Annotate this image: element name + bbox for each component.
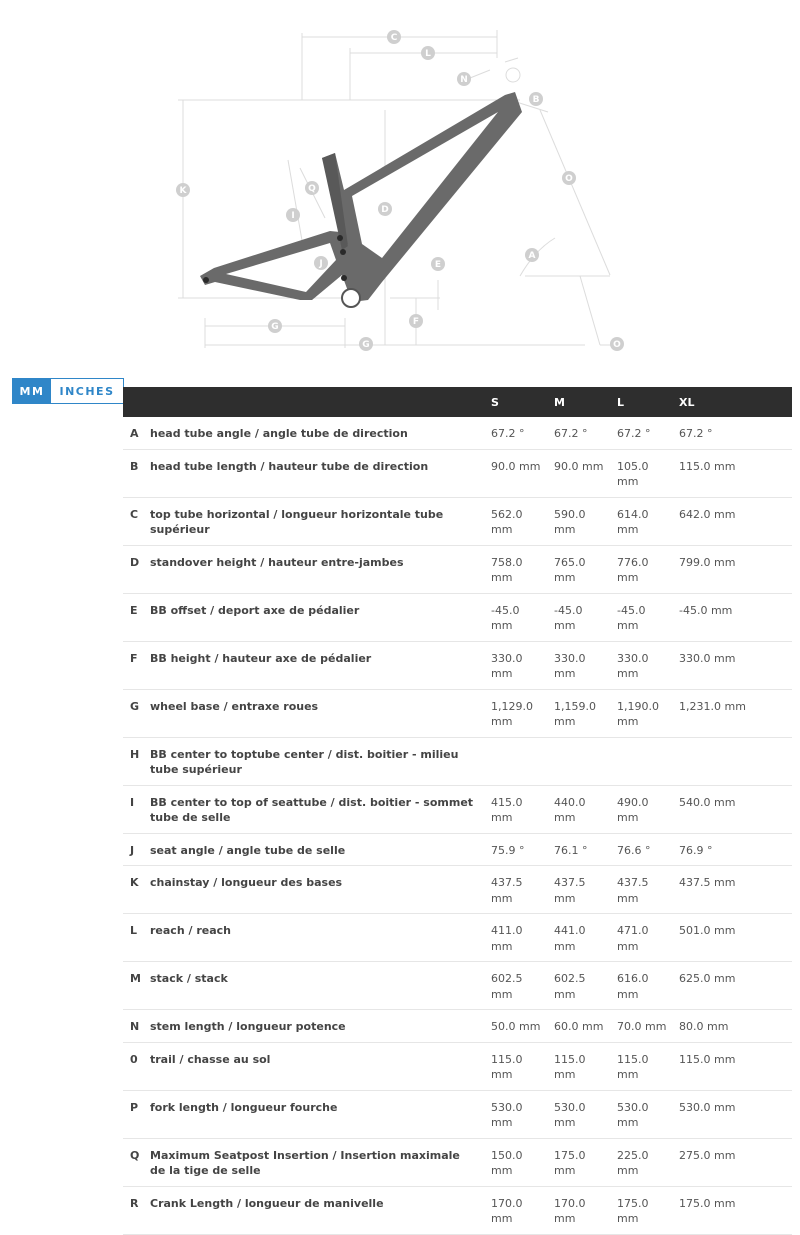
row-label-text: reach / reach [150,924,231,937]
table-row [123,866,792,914]
row-key [123,593,150,641]
table-row [123,593,792,641]
row-key [123,689,150,737]
callout-b [529,92,543,106]
value-size-l [613,1138,675,1186]
value-size-s [487,866,550,914]
value-size-l-text: 70.0 mm [617,1020,667,1033]
table-row [123,962,792,1010]
table-row [123,1090,792,1138]
value-size-l [613,866,675,914]
row-key [123,914,150,962]
value-size-l [613,497,675,545]
value-size-s [487,641,550,689]
value-size-xl [675,866,792,914]
value-size-m-text: 530.0 mm [554,1100,586,1129]
row-key [123,449,150,497]
value-size-xl-text [679,738,786,754]
value-size-xl [675,962,792,1010]
row-label [150,641,487,689]
value-size-m-text: 441.0 mm [554,924,586,953]
value-size-m [550,689,613,737]
callout-q-label: Q [308,184,316,194]
row-label [150,1042,487,1090]
value-size-l-text [617,738,669,754]
value-size-xl [675,641,792,689]
value-size-s [487,833,550,866]
value-size-s [487,593,550,641]
row-key [123,962,150,1010]
value-size-xl-text: -45.0 mm [679,603,733,617]
callout-p-label: O [565,174,573,184]
value-size-m [550,1186,613,1234]
value-size-l-text: 776.0 mm [617,555,649,584]
value-size-xl [675,1138,792,1186]
header-size-m: M [550,387,613,417]
value-size-s-text: 67.2 ° [491,427,525,440]
value-size-s-text: 75.9 ° [491,843,525,857]
value-size-l [613,737,675,785]
row-key [123,1138,150,1186]
row-key-text: I [130,795,135,809]
value-size-l [613,833,675,866]
table-row [123,1042,792,1090]
value-size-s-text: 1,129.0 mm [491,699,533,728]
row-key-text: K [130,876,139,889]
callout-b-label: B [532,95,540,105]
row-key [123,737,150,785]
value-size-s-text: -45.0 mm [491,603,520,632]
row-key [123,497,150,545]
value-size-s [487,962,550,1010]
row-key [123,545,150,593]
value-size-s [487,1042,550,1090]
callout-e-label: E [434,260,442,270]
callout-d [378,202,392,216]
geometry-table [123,387,792,1235]
row-label [150,914,487,962]
row-key-text: C [130,507,139,521]
header-label [150,387,487,417]
callout-m-label: K [179,186,187,196]
callout-o [610,337,624,351]
value-size-l [613,962,675,1010]
callout-c [387,30,401,44]
value-size-l-text: 225.0 mm [617,1148,649,1177]
value-size-l-text: 616.0 mm [617,972,649,1001]
value-size-m-text: 90.0 mm [554,459,604,473]
row-key-text: G [130,699,140,713]
value-size-m-text [554,738,607,754]
value-size-xl [675,545,792,593]
value-size-xl-text: 540.0 mm [679,795,736,809]
value-size-l-text: 530.0 mm [617,1100,649,1129]
row-key [123,1042,150,1090]
value-size-l-text: 490.0 mm [617,795,649,824]
value-size-xl [675,497,792,545]
row-key-text: F [130,651,138,665]
value-size-m [550,593,613,641]
row-label [150,593,487,641]
table-row [123,737,792,785]
callout-k [268,319,282,333]
value-size-xl-text: 80.0 mm [679,1020,729,1033]
row-label-text: wheel base / entraxe roues [150,699,319,713]
callout-j [314,256,328,270]
value-size-xl-text: 437.5 mm [679,876,736,889]
value-size-l [613,785,675,833]
row-key-text: L [130,924,138,937]
value-size-m-text: 170.0 mm [554,1196,586,1225]
value-size-m [550,1138,613,1186]
value-size-m-text: 330.0 mm [554,651,586,680]
value-size-s [487,1138,550,1186]
value-size-s-text: 330.0 mm [491,651,523,680]
value-size-l-text: 437.5 mm [617,876,649,905]
mm-unit-button[interactable]: MM [13,379,51,403]
value-size-s-text: 415.0 mm [491,795,523,824]
value-size-m-text: 67.2 ° [554,427,588,440]
value-size-xl-text: 642.0 mm [679,507,736,521]
value-size-xl-text: 115.0 mm [679,1052,736,1066]
table-row [123,417,792,449]
value-size-l-text: 105.0 mm [617,459,649,488]
row-label-text: stem length / longueur potence [150,1020,346,1033]
value-size-m-text: -45.0 mm [554,603,583,632]
row-key [123,1090,150,1138]
value-size-m [550,1042,613,1090]
table-row [123,641,792,689]
value-size-s-text: 50.0 mm [491,1020,541,1033]
callout-a [525,248,539,262]
table-row [123,1138,792,1186]
value-size-s-text: 170.0 mm [491,1196,523,1225]
value-size-l-text: 175.0 mm [617,1196,649,1225]
value-size-xl [675,785,792,833]
value-size-s-text: 437.5 mm [491,876,523,905]
table-row [123,1010,792,1043]
row-label-text: top tube horizontal / longueur horizontale tube supérieur [150,507,444,536]
callout-k-label: G [271,322,279,332]
callout-a-label: A [528,251,536,261]
header-size-s: S [487,387,550,417]
value-size-m [550,866,613,914]
table-header-row [123,387,792,417]
value-size-xl-text: 175.0 mm [679,1196,736,1210]
row-label-text: trail / chasse au sol [150,1052,271,1066]
value-size-m-text: 765.0 mm [554,555,586,584]
table-row [123,785,792,833]
callout-g [359,337,373,351]
row-key-text: D [130,555,140,569]
value-size-l [613,1186,675,1234]
value-size-xl [675,1186,792,1234]
callout-j-label: J [319,259,323,269]
row-key [123,1010,150,1043]
value-size-xl [675,737,792,785]
value-size-s [487,737,550,785]
callout-f-label: F [412,317,420,327]
row-label [150,689,487,737]
value-size-xl [675,833,792,866]
row-label [150,1138,487,1186]
row-key-text: P [130,1100,139,1114]
value-size-m-text: 437.5 mm [554,876,586,905]
value-size-m-text: 590.0 mm [554,507,586,536]
callout-l [421,46,435,60]
value-size-s-text: 411.0 mm [491,924,523,953]
row-key-text: J [130,843,135,857]
value-size-l-text: 76.6 ° [617,843,651,857]
value-size-s-text: 562.0 mm [491,507,523,536]
value-size-m [550,497,613,545]
value-size-m [550,417,613,449]
table-row [123,1186,792,1234]
row-label-text: standover height / hauteur entre-jambes [150,555,404,569]
value-size-l [613,641,675,689]
header-size-l: L [613,387,675,417]
value-size-xl [675,689,792,737]
value-size-m [550,914,613,962]
callout-i [286,208,300,222]
row-key-text: E [130,603,138,617]
value-size-s [487,1090,550,1138]
table-row [123,497,792,545]
value-size-xl-text: 275.0 mm [679,1148,736,1162]
row-key [123,641,150,689]
row-label-text: BB height / hauteur axe de pédalier [150,651,372,665]
row-label [150,497,487,545]
value-size-m-text: 60.0 mm [554,1020,604,1033]
row-label [150,737,487,785]
row-label [150,1010,487,1043]
value-size-l-text: 67.2 ° [617,427,651,440]
value-size-xl [675,449,792,497]
table-row [123,545,792,593]
row-label [150,545,487,593]
row-key [123,833,150,866]
row-label [150,833,487,866]
value-size-s-text: 602.5 mm [491,972,523,1001]
value-size-s [487,1010,550,1043]
row-label [150,866,487,914]
row-label [150,962,487,1010]
callout-m [176,183,190,197]
row-label-text: BB center to toptube center / dist. boitier - milieu tube supérieur [150,747,459,776]
row-key-text: N [130,1020,140,1033]
value-size-xl [675,1090,792,1138]
header-key [123,387,150,417]
value-size-xl-text: 76.9 ° [679,843,713,857]
callout-i-label: I [291,211,295,221]
value-size-m-text: 115.0 mm [554,1052,586,1081]
value-size-l [613,1042,675,1090]
value-size-s-text [491,738,544,754]
callout-n-label: N [460,75,468,85]
value-size-xl-text: 330.0 mm [679,651,736,665]
value-size-l [613,1010,675,1043]
row-key-text: H [130,747,140,761]
value-size-l [613,689,675,737]
callout-f [409,314,423,328]
value-size-m [550,833,613,866]
table-row [123,833,792,866]
row-label [150,1186,487,1234]
value-size-m [550,449,613,497]
table-row [123,689,792,737]
row-key [123,866,150,914]
value-size-s [487,689,550,737]
value-size-m-text: 1,159.0 mm [554,699,596,728]
value-size-xl [675,1042,792,1090]
value-size-xl-text: 501.0 mm [679,924,736,937]
value-size-xl-text: 115.0 mm [679,459,736,473]
value-size-l-text: 330.0 mm [617,651,649,680]
value-size-s [487,449,550,497]
value-size-xl-text: 67.2 ° [679,427,713,440]
row-key-text: R [130,1196,139,1210]
callout-n [457,72,471,86]
value-size-m [550,785,613,833]
row-key-text: M [130,972,141,985]
value-size-m [550,545,613,593]
row-label-text: head tube angle / angle tube de direction [150,427,408,440]
value-size-m-text: 440.0 mm [554,795,586,824]
bike-frame [200,92,522,307]
value-size-s [487,785,550,833]
value-size-xl [675,593,792,641]
callout-p [562,171,576,185]
row-label [150,1090,487,1138]
value-size-l-text: -45.0 mm [617,603,646,632]
table-body [123,417,792,1234]
value-size-l [613,449,675,497]
value-size-s-text: 530.0 mm [491,1100,523,1129]
row-key [123,785,150,833]
value-size-xl-text: 530.0 mm [679,1100,736,1114]
value-size-s [487,417,550,449]
row-label-text: BB center to top of seattube / dist. boitier - sommet tube de selle [150,795,474,824]
row-label-text: head tube length / hauteur tube de direction [150,459,429,473]
row-label-text: Maximum Seatpost Insertion / Insertion maximale de la tige de selle [150,1148,460,1177]
row-label-text: fork length / longueur fourche [150,1100,338,1114]
value-size-xl-text: 1,231.0 mm [679,699,746,713]
value-size-xl-text: 625.0 mm [679,972,736,985]
frame-geometry-diagram [0,0,800,370]
row-label-text: chainstay / longueur des bases [150,876,343,889]
callout-c-label: C [390,33,398,43]
callout-g-label: G [362,340,370,350]
callout-l-label: L [425,49,431,59]
row-label-text: BB offset / deport axe de pédalier [150,603,360,617]
row-key-text: B [130,459,139,473]
inches-unit-button[interactable]: INCHES [51,379,123,403]
row-key-text: Q [130,1148,140,1162]
row-label-text: stack / stack [150,972,228,985]
value-size-l [613,914,675,962]
row-label-text: Crank Length / longueur de manivelle [150,1196,384,1210]
value-size-l-text: 614.0 mm [617,507,649,536]
value-size-s [487,914,550,962]
row-key [123,417,150,449]
header-size-xl: XL [675,387,792,417]
value-size-m [550,737,613,785]
value-size-xl [675,417,792,449]
table-row [123,914,792,962]
value-size-l [613,593,675,641]
value-size-m-text: 602.5 mm [554,972,586,1001]
row-label-text: seat angle / angle tube de selle [150,843,346,857]
row-label [150,785,487,833]
value-size-l-text: 1,190.0 mm [617,699,659,728]
value-size-l [613,1090,675,1138]
row-key-text: A [130,427,139,440]
callout-e [431,257,445,271]
value-size-l [613,417,675,449]
value-size-m [550,962,613,1010]
value-size-m [550,1010,613,1043]
value-size-m [550,641,613,689]
unit-toggle [12,378,124,404]
value-size-m-text: 76.1 ° [554,843,588,857]
value-size-l [613,545,675,593]
value-size-xl [675,1010,792,1043]
callout-q [305,181,319,195]
value-size-s-text: 115.0 mm [491,1052,523,1081]
row-label [150,449,487,497]
value-size-s [487,1186,550,1234]
value-size-l-text: 115.0 mm [617,1052,649,1081]
row-key-text: 0 [130,1052,138,1066]
value-size-s [487,497,550,545]
callout-o-label: O [613,340,621,350]
value-size-s-text: 150.0 mm [491,1148,523,1177]
value-size-s [487,545,550,593]
value-size-m-text: 175.0 mm [554,1148,586,1177]
row-key [123,1186,150,1234]
value-size-m [550,1090,613,1138]
row-label [150,417,487,449]
callout-d-label: D [381,205,389,215]
value-size-s-text: 90.0 mm [491,459,541,473]
value-size-xl [675,914,792,962]
table-row [123,449,792,497]
value-size-l-text: 471.0 mm [617,924,649,953]
value-size-xl-text: 799.0 mm [679,555,736,569]
value-size-s-text: 758.0 mm [491,555,523,584]
